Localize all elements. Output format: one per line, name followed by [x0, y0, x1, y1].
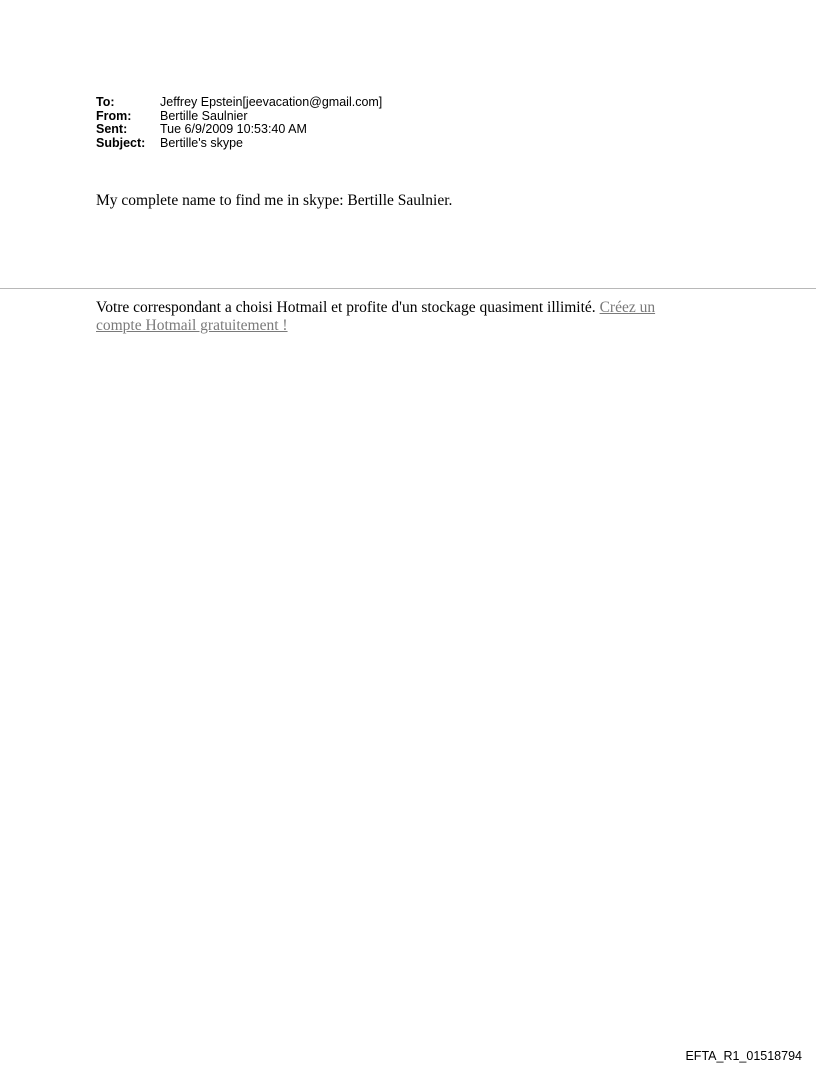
create-hotmail-account-link[interactable]: Créez un compte Hotmail gratuitement ! — [96, 299, 656, 334]
header-from — [96, 110, 382, 124]
header-sent-label: Sent: — [96, 122, 128, 137]
header-subject — [96, 137, 382, 151]
hotmail-footer-text: Votre correspondant a choisi Hotmail et profite d'un stockage quasiment illimité. — [96, 299, 600, 316]
header-to-value: Jeffrey Epstein[jeevacation@gmail.com] — [160, 95, 383, 109]
email-body: My complete name to find me in skype: Bertille Saulnier. — [96, 192, 453, 209]
header-subject-value: Bertille's skype — [160, 135, 243, 150]
header-from-value: Bertille Saulnier — [160, 108, 248, 123]
hotmail-footer — [96, 299, 696, 335]
email-headers — [96, 96, 382, 150]
header-to — [96, 96, 382, 110]
header-to-label: To: — [96, 95, 115, 109]
header-from-label: From: — [96, 108, 132, 123]
footer-divider — [0, 288, 816, 289]
header-sent — [96, 123, 382, 137]
header-sent-value: Tue 6/9/2009 10:53:40 AM — [160, 122, 307, 137]
document-id: EFTA_R1_01518794 — [685, 1049, 802, 1063]
header-subject-label: Subject: — [96, 135, 146, 150]
